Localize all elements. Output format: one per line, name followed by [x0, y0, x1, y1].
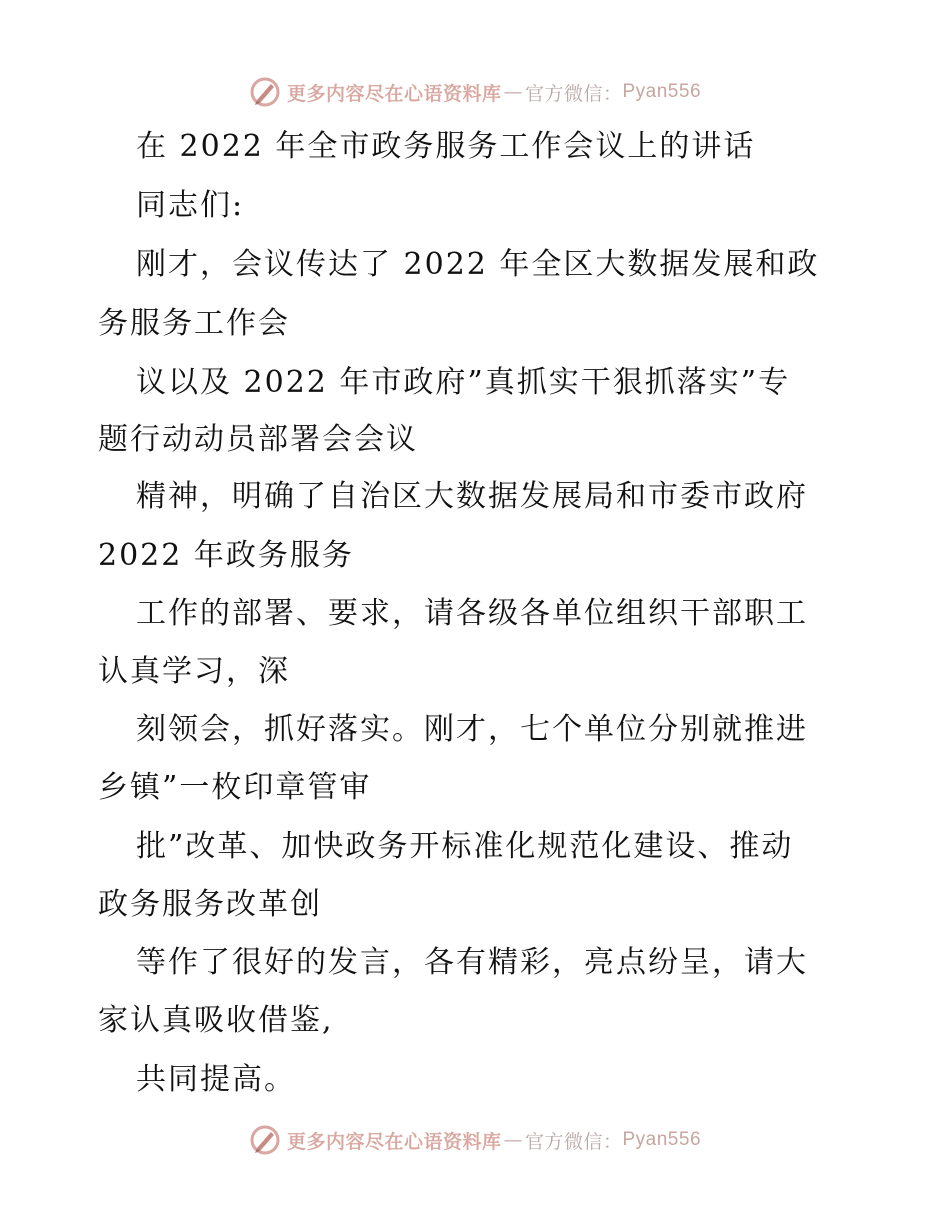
paragraph-line: 精神，明确了自治区大数据发展局和市委市政府 [136, 479, 808, 514]
document-title: 在 2022 年全市政务服务工作会议上的讲话 [136, 129, 756, 164]
watermark-label: 官方微信： [524, 1130, 623, 1153]
watermark-text: 更多内容尽在心语资料库 [286, 1130, 502, 1153]
watermark-footer [0, 1120, 950, 1160]
paragraph-line: 共同提高。 [136, 1062, 296, 1097]
paragraph-line: 题行动动员部署会会议 [98, 422, 418, 457]
paragraph-line: 政务服务改革创 [98, 887, 322, 922]
paragraph-line: 刻领会，抓好落实。刚才，七个单位分别就推进 [136, 712, 808, 747]
paragraph-line: 批”改革、加快政务开标准化规范化建设、推动 [136, 829, 794, 864]
watermark-header [0, 72, 950, 112]
watermark-dash: — [503, 1129, 523, 1151]
paragraph-line: 刚才，会议传达了 2022 年全区大数据发展和政 [136, 247, 820, 282]
watermark-id: Pyan556 [622, 81, 702, 102]
paragraph-line: 认真学习，深 [98, 654, 290, 689]
watermark-id: Pyan556 [622, 1129, 702, 1150]
pen-logo-icon [249, 76, 281, 108]
paragraph-line: 家认真吸收借鉴, [98, 1003, 334, 1038]
watermark-text: 更多内容尽在心语资料库 [286, 82, 502, 105]
watermark-dash: — [503, 81, 523, 103]
paragraph-line: 等作了很好的发言，各有精彩，亮点纷呈，请大 [136, 945, 808, 980]
paragraph-line: 议以及 2022 年市政府”真抓实干狠抓落实”专 [136, 365, 791, 400]
salutation: 同志们: [136, 188, 245, 223]
paragraph-line: 工作的部署、要求，请各级各单位组织干部职工 [136, 596, 808, 631]
pen-logo-icon [249, 1124, 281, 1156]
paragraph-line: 务服务工作会 [98, 306, 290, 341]
paragraph-line: 2022 年政务服务 [98, 538, 354, 573]
paragraph-line: 乡镇”一枚印章管审 [98, 770, 372, 805]
watermark-label: 官方微信： [524, 82, 623, 105]
